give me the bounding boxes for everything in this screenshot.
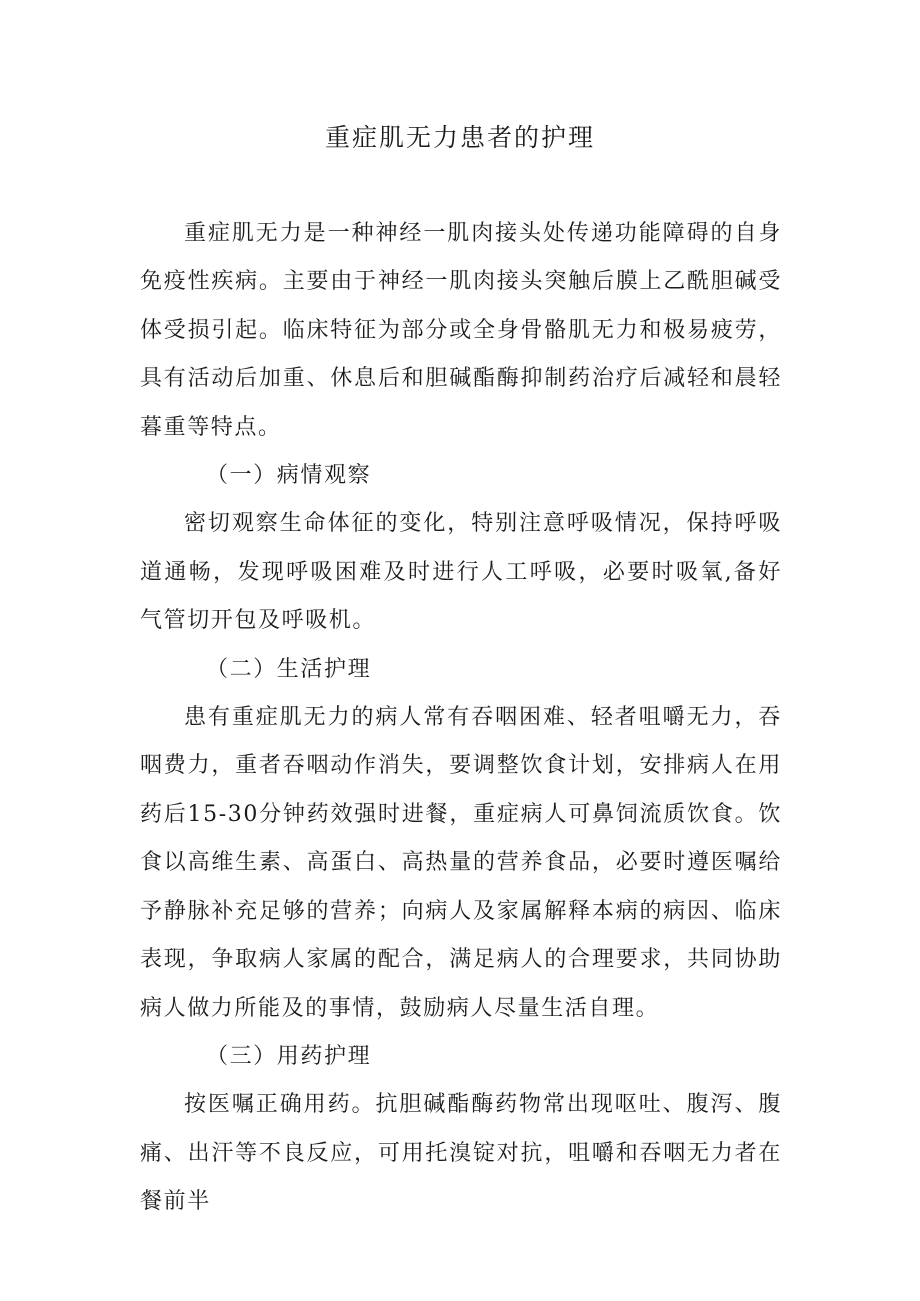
section-disease-observation xyxy=(140,452,782,646)
section-medication-care xyxy=(140,1033,782,1227)
document-body xyxy=(140,210,782,1227)
intro-paragraph: 重症肌无力是一种神经一肌肉接头处传递功能障碍的自身免疫性疾病。主要由于神经一肌肉接头突触后膜上乙酰胆碱受体受损引起。临床特征为部分或全身骨骼肌无力和极易疲劳，具有活动后加重、休息后和胆碱酯酶抑制药治疗后减轻和晨轻暮重等特点。 xyxy=(140,221,782,440)
section-heading: （三）用药护理 xyxy=(206,1043,372,1069)
section-heading: （二）生活护理 xyxy=(206,656,372,682)
section-paragraph: 按医嘱正确用药。抗胆碱酯酶药物常出现呕吐、腹泻、腹痛、出汗等不良反应，可用托溴锭对抗，咀嚼和吞咽无力者在餐前半 xyxy=(140,1092,782,1215)
document-title: 重症肌无力患者的护理 xyxy=(324,123,595,152)
section-paragraph: 患有重症肌无力的病人常有吞咽困难、轻者咀嚼无力，吞咽费力，重者吞咽动作消失，要调整饮食计划，安排病人在用药后15-30分钟药效强时进餐，重症病人可鼻饲流质饮食。饮食以高维生素、高蛋白、高热量的营养食品，必要时遵医嘱给予静脉补充足够的营养；向病人及家属解释本病的病因、临床表现，争取病人家属的配合，满足病人的合理要求，共同协助病人做力所能及的事情，鼓励病人尽量生活自理。 xyxy=(140,705,782,1021)
section-paragraph: 密切观察生命体征的变化，特别注意呼吸情况，保持呼吸道通畅，发现呼吸困难及时进行人工呼吸，必要时吸氧,备好气管切开包及呼吸机。 xyxy=(140,511,782,634)
section-heading: （一）病情观察 xyxy=(206,463,372,489)
section-daily-care xyxy=(140,646,782,1033)
